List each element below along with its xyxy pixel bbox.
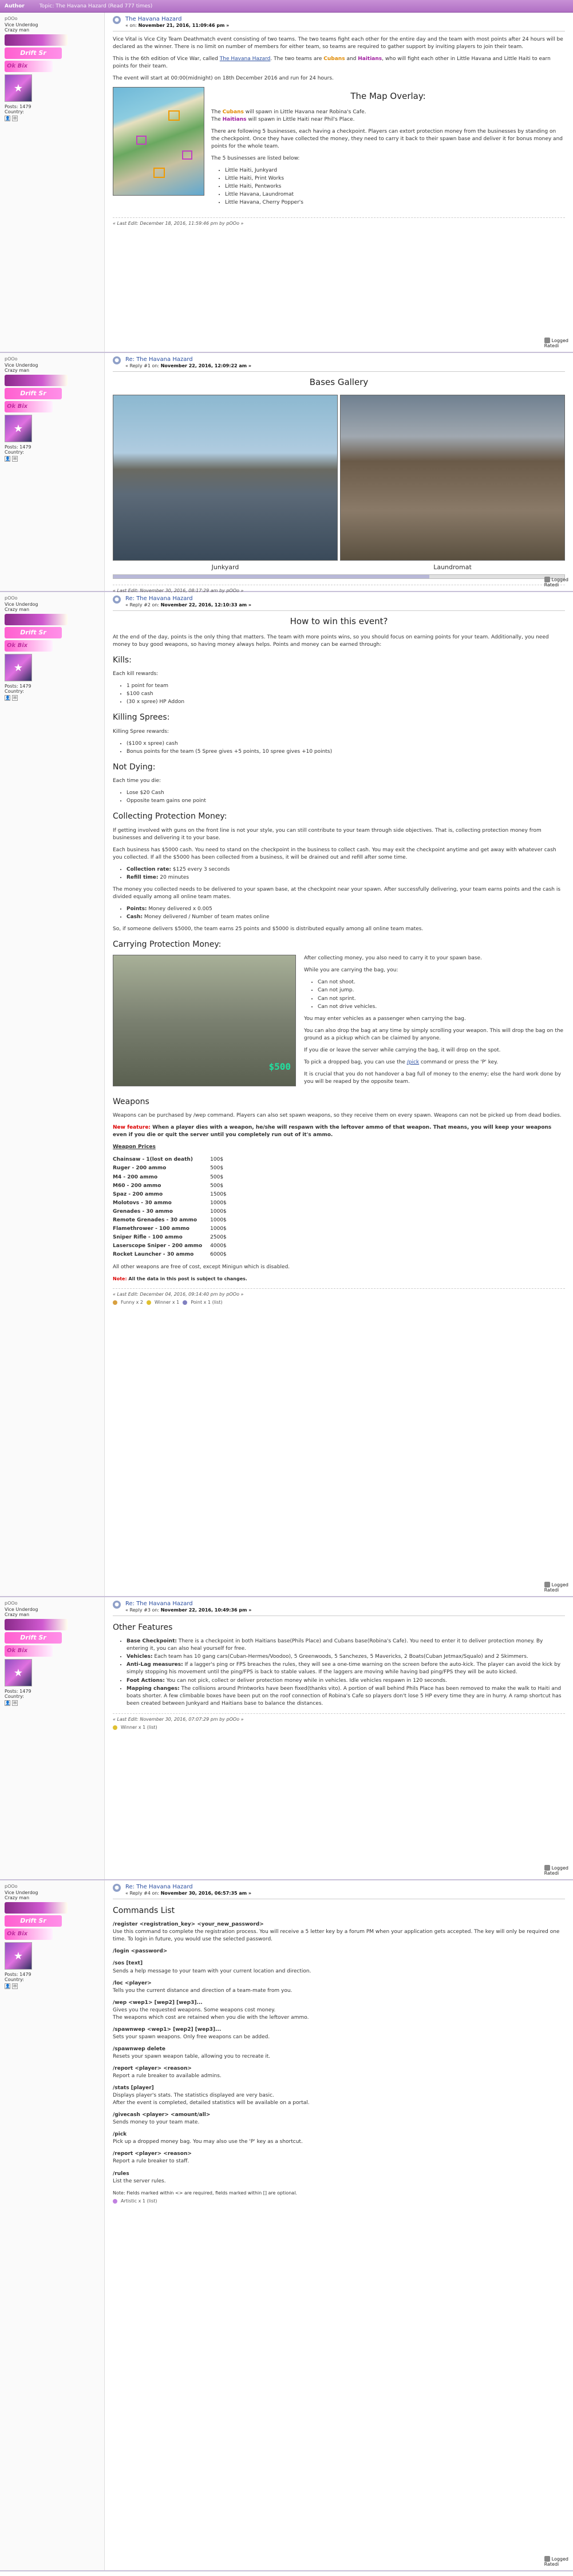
last-edit: « Last Edit: November 30, 2016, 08:17:29 am by pOOo » — [113, 585, 565, 594]
post-title[interactable]: Re: The Havana Hazard — [125, 596, 193, 602]
paragraph: This is the 6th edition of Vice War, called The Havana Hazard. The two teams are Cubans and Haitians, who will fight each other in Little Havana and Little Haiti to earn points for their team. — [113, 56, 551, 70]
weapon-price: 4000$ — [210, 1243, 227, 1249]
signature-banner-2: Ok Bix — [5, 640, 53, 652]
section-heading: Carrying Protection Money: — [113, 940, 222, 950]
commands-note: Note: Fields marked within <> are required, fields marked within [] are optional. — [113, 2190, 297, 2196]
post-content: ● Re: The Havana Hazard « Reply #2 on: November 22, 2016, 12:10:33 am » How to win this event? At the end of the day, points is the only thing that matters. The team with more points wins, so you should focus on earning points for your team. Additionally, you need money to buy good weapons, so having money always helps. Points and money can be earned through: Kills: Each kill rewards: • 1 point for team • $100 cash • (30 x spree) HP Addon Killing Sprees: Killing Spree rewards: • ($100 x spree) cash • Bonus points for the team (5 Spree gives +5 points, 10 spree gives +10 points) Not Dying: Each time you die: • Lose $20 Cash • Opposite team gains one point Collecting Protection Money: If getting involved with guns on the front line is not your style, you can still contribute to your team through side objectives. That is, collecting protection money from businesses and delivering it to your base. Each business has $5000 cash. You need to stand on the checkpoint in the business to collect cash. You may exit the checkpoint anytime and get away with whatever cash you collected. If all the $5000 has been collected from a business, it will be drained out and refill after some time. • Collection rate: $125 every 3 seconds • Refill time: 20 minutes The money you collected needs to be delivered to your spawn base, at the checkpoint near your spawn. After successfully delivering, your team earns points and the cash is divided equally among all online team mates. • Points: Money delivered x 0.005 • Cash: Money delivered / Number of team mates online So, if someone delivers $5000, the team earns 25 points and $5000 is distributed equally among all online team mates. Carrying Protection Money: $500 After collecting money, you also need to carry it to your spawn base. While you are carrying the bag, you: • Can not shoot. • Can not jump. • Can not sprint. • Can not drive vehicles. You may enter vehicles as a passenger when carrying the bag. You can also drop the bag at any time by simply scrolling your weapon. This will drop the bag on the ground as a pickup which can be claimed by anyone. If you die or leave the server while carrying the bag, it will drop on the spot. To pick a dropped bag, you can use the /pick command or press the 'P' key. It is crucial that you do not handover a bag full of money to the enemy; else the hard work done by you will be reaped by the opposite team. Weapons Weapons can be purchased by /wep command. Players can also set spawn weapons, so they receive them on every spawn. Weapons can not be picked up from dead bodies. New feature: When a player dies with a weapon, he/she will respawn with the leftover ammo of that weapon. That means, you will keep your weapons even if you die or quit the server until you completely run out of it's ammo. Weapon Prices Chainsaw - 1(lost on death) 100$ Ruger - 200 ammo 500$ M4 - 200 ammo 500$ M60 - 200 ammo 500$ Spaz - 200 ammo 1500$ Molotovs - 30 ammo 1000$ Grenades - 30 ammo 1000$ Remote Grenades - 30 ammo 1000$ Flamethrower - 100 ammo 1000$ Sniper Rifle - 100 ammo 2500$ Laserscope Sniper - 200 ammo 4000$ Rocket Launcher - 30 ammo 6000$ All other weapons are free of cost, except Minigun which is disabled. Note: All the data in this post is subject to changes. « Last Edit: December 04, 2016, 09:14:40 pm by pOOo » Funny x 2 Winner x 1 Point x 1 (list) Logged Ratedi — [105, 592, 573, 1596]
post-body — [113, 36, 565, 227]
list-item: • Little Havana, Cherry Popper's — [225, 199, 565, 207]
post-header — [113, 1884, 565, 1899]
weapon-price: 500$ — [210, 1174, 224, 1180]
signature-banner-2: Ok Bix — [5, 1928, 53, 1940]
post — [0, 592, 573, 1597]
command-syntax: /stats [player] — [113, 2085, 154, 2091]
section-heading: Not Dying: — [113, 762, 156, 772]
post-meta: « Reply #3 on: November 22, 2016, 10:49:36 pm » — [125, 1607, 252, 1613]
paragraph: The 5 businesses are listed below: — [211, 156, 300, 162]
command-item — [113, 2046, 565, 2061]
table-row — [113, 1182, 235, 1190]
table-row — [113, 1251, 235, 1259]
command-item — [113, 2026, 565, 2041]
table-row — [113, 1216, 235, 1225]
list-item: • Little Havana, Laundromat — [225, 191, 565, 199]
signature-banner — [5, 34, 68, 46]
post-icon: ● — [113, 596, 121, 604]
signature-banner — [5, 1902, 68, 1914]
command-description: List the server rules. — [113, 2178, 166, 2184]
command-item — [113, 1999, 565, 2022]
pick-link[interactable]: /pick — [406, 1059, 420, 1065]
post — [0, 13, 573, 353]
command-description: Use this command to complete the registration process. You will receive a 5 letter key by a forum PM when your application gets accepted. The key will only be required one time. To login in future, you would use the selected password. — [113, 1929, 560, 1943]
command-item — [113, 1960, 565, 1975]
signature-logo: Drift Sr — [5, 1915, 62, 1927]
list-item: • Little Haiti, Junkyard — [225, 167, 565, 174]
signature-logo: Drift Sr — [5, 627, 62, 638]
table-row — [113, 1242, 235, 1251]
section-heading: How to win this event? — [290, 616, 388, 626]
command-description: Report a rule breaker to available admins. — [113, 2073, 222, 2079]
logged-indicator: Logged Ratedi — [544, 2556, 568, 2567]
junkyard-image[interactable] — [113, 395, 338, 561]
command-description: Pick up a dropped money bag. You may also use the 'P' key as a shortcut. — [113, 2139, 303, 2145]
weapon-price: 500$ — [210, 1182, 224, 1189]
ip-icon — [544, 2556, 550, 2562]
author-name[interactable]: pOOo — [5, 1601, 18, 1606]
post-content — [105, 353, 573, 591]
post-icon: ● — [113, 1601, 121, 1609]
paragraph: There are following 5 businesses, each having a checkpoint. Players can extort protection money from the businesses by standing on the checkpoint. Once they have collected the money, they need to carry it back to their spawn base and deliver it for bonus money and points for the whole team. — [211, 129, 563, 150]
profile-icon[interactable]: 👤 — [5, 696, 10, 700]
post-content — [105, 13, 573, 352]
post-title[interactable]: Re: The Havana Hazard — [125, 1884, 193, 1890]
weapon-name: Laserscope Sniper - 200 ammo — [113, 1243, 203, 1249]
weapon-price: 500$ — [210, 1165, 224, 1172]
paragraph: The Cubans will spawn in Little Havana near Robina's Cafe. The Haitians will spawn in Little Haiti near Phil's Place. — [211, 109, 366, 123]
section-heading: The Map Overlay: — [350, 91, 426, 102]
command-syntax: /register <registration_key> <your_new_password> — [113, 1922, 264, 1928]
command-item — [113, 2111, 565, 2126]
weapon-price: 1000$ — [210, 1200, 227, 1206]
weapon-name: Ruger - 200 ammo — [113, 1165, 167, 1172]
weapon-name: Chainsaw - 1(lost on death) — [113, 1157, 193, 1163]
bases-gallery — [113, 395, 565, 572]
message-icon[interactable]: ✉ — [12, 456, 18, 462]
post-content — [105, 1880, 573, 2570]
logged-indicator: Logged Ratedi — [544, 1865, 568, 1876]
post-header — [113, 1601, 565, 1616]
weapon-name: Remote Grenades - 30 ammo — [113, 1217, 197, 1223]
profile-icon[interactable]: 👤 — [5, 1984, 10, 1988]
post-header — [113, 356, 565, 372]
weapon-price: 2500$ — [210, 1234, 227, 1240]
avatar[interactable]: ★ — [5, 415, 32, 442]
post-header — [113, 596, 565, 611]
command-item — [113, 2131, 565, 2146]
command-syntax: /report <player> <reason> — [113, 2151, 192, 2157]
command-syntax: /loc <player> — [113, 1980, 152, 1986]
command-description: Displays player's stats. The statistics displayed are very basic. After the event is completed, detailed statistics will be available on a portal. — [113, 2093, 310, 2106]
post-icon: ● — [113, 16, 121, 24]
weapon-name: Flamethrower - 100 ammo — [113, 1225, 189, 1232]
command-description: Sends a help message to your team with your current location and direction. — [113, 1968, 311, 1974]
ip-icon — [544, 1582, 550, 1587]
post-meta: « Reply #1 on: November 22, 2016, 12:09:22 am » — [125, 363, 252, 368]
author-name[interactable]: pOOo — [5, 596, 18, 601]
command-description: Sends money to your team mate. — [113, 2119, 200, 2126]
logged-indicator: Logged Ratedi — [544, 338, 568, 348]
ip-icon — [544, 338, 550, 343]
post-content — [105, 1597, 573, 1879]
command-description: Gives you the requested weapons. Some weapons cost money. The weapons which cost are retained when you die with the leftover ammo. — [113, 2007, 309, 2021]
command-item — [113, 2085, 565, 2107]
message-icon[interactable]: ✉ — [12, 1983, 18, 1989]
author-name[interactable]: pOOo — [5, 356, 18, 362]
topic-bar — [0, 0, 573, 13]
author-name[interactable]: pOOo — [5, 16, 18, 21]
signature-banner-2: Ok Bix — [5, 401, 53, 412]
command-item — [113, 1980, 565, 1995]
command-syntax: /pick — [113, 2132, 127, 2138]
signature-logo: Drift Sr — [5, 47, 62, 59]
weapon-name: Spaz - 200 ammo — [113, 1191, 163, 1197]
post-title[interactable]: Re: The Havana Hazard — [125, 356, 193, 363]
author-name[interactable]: pOOo — [5, 1884, 18, 1889]
business-list — [225, 167, 565, 207]
event-link[interactable]: The Havana Hazard — [219, 56, 271, 62]
list-item: • Little Haiti, Pentworks — [225, 183, 565, 190]
author-header: Author — [5, 3, 25, 9]
weapon-name: M60 - 200 ammo — [113, 1182, 161, 1189]
author-panel: pOOo Vice Underdog Crazy man Drift Sr Ok Bix ★ Posts: 1479 Country: 👤 ✉ — [0, 1597, 105, 1879]
command-syntax: /spawnwep <wep1> [wep2] [wep3]... — [113, 2026, 222, 2033]
post-count: Posts: 1479 — [5, 104, 31, 109]
author-panel: pOOo Vice Underdog Crazy man Drift Sr Ok Bix ★ Posts: 1479 Country: 👤 ✉ — [0, 592, 105, 1596]
post-meta: « on: November 21, 2016, 11:09:46 pm » — [125, 23, 230, 28]
weapon-price: 1000$ — [210, 1217, 227, 1223]
section-heading: Commands List — [113, 1906, 175, 1915]
post — [0, 1880, 573, 2571]
post-meta: « Reply #4 on: November 30, 2016, 06:57:35 am » — [125, 1891, 252, 1896]
topic-header: Topic: The Havana Hazard (Read 777 times) — [39, 3, 153, 9]
member-title: Vice Underdog — [5, 22, 38, 27]
signature-banner-2: Ok Bix — [5, 61, 53, 72]
command-syntax: /wep <wep1> [wep2] [wep3]... — [113, 1999, 203, 2006]
command-item — [113, 2065, 565, 2080]
avatar[interactable]: ★ — [5, 654, 32, 681]
avatar[interactable]: ★ — [5, 1942, 32, 1970]
weapon-price: 1000$ — [210, 1225, 227, 1232]
table-row — [113, 1156, 235, 1164]
carry-screenshot — [113, 955, 296, 1086]
laundromat-image[interactable] — [340, 395, 565, 561]
signature-banner — [5, 614, 68, 625]
command-syntax: /spawnwep delete — [113, 2046, 166, 2052]
weapon-name: Molotovs - 30 ammo — [113, 1200, 172, 1206]
list-item: • Little Haiti, Print Works — [225, 175, 565, 182]
post-header — [113, 16, 565, 31]
command-syntax: /login <password> — [113, 1948, 168, 1955]
last-edit: « Last Edit: December 18, 2016, 11:59:46 pm by pOOo » — [113, 217, 565, 227]
commands-list — [113, 1921, 565, 2185]
reactions: Artistic x 1 (list) — [113, 2198, 565, 2205]
post-meta: « Reply #2 on: November 22, 2016, 12:10:33 am » — [125, 602, 252, 608]
command-item — [113, 2150, 565, 2165]
avatar[interactable]: ★ — [5, 1659, 32, 1686]
gallery-scrollbar[interactable] — [113, 574, 565, 579]
features-list: • Base Checkpoint: There is a checkpoint in both Haitians base(Phils Place) and Cubans base(Robina's Cafe). You need to enter it to deliver protection money. By entering it, you can also heal yourself for free. • Vehicles: Each team has 10 gang cars(Cuban-Hermes/Voodoo), 5 Greenwoods, 5 Sanchezes, 5 Mavericks, 2 Boats(Cuban Jetmax/Squalo) and 2 Skimmers. • Anti-Lag measures: If a lagger's ping or FPS breaches the rules, they will see a one-time warning on the screen before the auto-kick. The player can avoid the kick by simply stopping his movement until the ping/FPS is back to stable values. If the laggers are moving while having bad ping/FPS they will be auto kicked. • Foot Actions: You can not pick, collect or deliver protection money while in vehicles. Idle vehicles respawn in 120 seconds. • Mapping changes: The collisions around Printworks have been fixed(thanks vito). A portion of wall behind Phils Place has been removed to make the walk to Haiti and boats shorter. A few climbable boxes have been put on the roof connection of Robina's Cafe so players don't lose 5 HP every time they are in hurry. A ramp shortcut has been created between Junkyard and Haitians base to balance the distances. — [127, 1638, 565, 1707]
table-row — [113, 1164, 235, 1173]
section-heading: Kills: — [113, 655, 132, 665]
country: Country: — [5, 109, 24, 114]
reactions: Winner x 1 (list) — [113, 1724, 565, 1731]
profile-icon[interactable]: 👤 — [5, 457, 10, 461]
weapon-price: 6000$ — [210, 1251, 227, 1257]
last-edit: « Last Edit: November 30, 2016, 07:07:29 pm by pOOo » — [113, 1713, 565, 1723]
section-heading: Collecting Protection Money: — [113, 812, 227, 821]
signature-banner — [5, 375, 68, 386]
ip-icon — [544, 1865, 550, 1871]
message-icon[interactable]: ✉ — [12, 695, 18, 701]
command-syntax: /givecash <player> <amount/all> — [113, 2112, 211, 2118]
weapon-name: Rocket Launcher - 30 ammo — [113, 1251, 194, 1257]
weapon-name: Sniper Rifle - 100 ammo — [113, 1234, 183, 1240]
weapon-price: 100$ — [210, 1157, 224, 1163]
weapon-price: 1500$ — [210, 1191, 227, 1197]
command-description: Report a rule breaker to staff. — [113, 2158, 189, 2165]
map-overlay-image — [113, 87, 204, 196]
paragraph: Vice Vital is Vice City Team Deathmatch event consisting of two teams. The two teams fight each other for the entire day and the team with most points after 24 hours will be declared as the winner. There is no limit on number of members for either team, so teams are required to gather support by inviting players to join their team. — [113, 37, 563, 50]
section-heading: Weapons — [113, 1097, 149, 1106]
table-row — [113, 1233, 235, 1242]
table-row — [113, 1190, 235, 1199]
reactions: Funny x 2 Winner x 1 Point x 1 (list) — [113, 1299, 565, 1306]
signature-banner-2: Ok Bix — [5, 1645, 53, 1657]
section-heading: Other Features — [113, 1623, 173, 1632]
table-row — [113, 1199, 235, 1208]
table-row — [113, 1225, 235, 1233]
logged-indicator: Logged Ratedi — [544, 1582, 568, 1593]
author-panel — [0, 13, 105, 352]
section-heading: Bases Gallery — [309, 377, 369, 387]
post-title[interactable]: The Havana Hazard — [125, 16, 182, 22]
signature-logo: Drift Sr — [5, 388, 62, 399]
image-caption: Junkyard — [211, 563, 239, 571]
command-syntax: /report <player> <reason> — [113, 2066, 192, 2071]
command-item — [113, 1921, 565, 1943]
last-edit: « Last Edit: December 04, 2016, 09:14:40 pm by pOOo » — [113, 1288, 565, 1298]
member-rank: Crazy man — [5, 27, 30, 33]
weapon-name: M4 - 200 ammo — [113, 1174, 158, 1180]
author-panel: pOOo Vice Underdog Crazy man Drift Sr Ok Bix ★ Posts: 1479 Country: 👤 ✉ — [0, 353, 105, 591]
command-item — [113, 2170, 565, 2185]
command-item — [113, 1948, 565, 1955]
money-readout: $500 — [268, 1061, 291, 1073]
command-syntax: /rules — [113, 2170, 129, 2177]
post — [0, 1597, 573, 1880]
weapon-price-table — [113, 1156, 235, 1259]
weapon-price: 1000$ — [210, 1208, 227, 1214]
profile-icon[interactable]: 👤 — [5, 1701, 10, 1705]
profile-icon[interactable]: 👤 — [5, 116, 10, 121]
section-heading: Killing Sprees: — [113, 713, 170, 723]
command-syntax: /sos [text] — [113, 1960, 143, 1967]
command-description: Tells you the current distance and direction of a team-mate from you. — [113, 1987, 293, 1994]
table-row — [113, 1173, 235, 1182]
signature-banner — [5, 1619, 68, 1630]
command-description: Resets your spawn weapon table, allowing you to recreate it. — [113, 2053, 271, 2059]
post-title[interactable]: Re: The Havana Hazard — [125, 1601, 193, 1607]
paragraph: The event will start at 00:00(midnight) on 18th December 2016 and run for 24 hours. — [113, 76, 334, 82]
image-caption: Laundromat — [433, 563, 472, 571]
post — [0, 353, 573, 592]
table-row — [113, 1208, 235, 1216]
message-icon[interactable]: ✉ — [12, 1700, 18, 1706]
ip-icon — [544, 577, 550, 582]
weapon-name: Grenades - 30 ammo — [113, 1208, 173, 1214]
post-icon: ● — [113, 1884, 121, 1892]
author-panel: pOOo Vice Underdog Crazy man Drift Sr Ok Bix ★ Posts: 1479 Country: 👤 ✉ — [0, 1880, 105, 2570]
command-description: Sets your spawn weapons. Only free weapons can be added. — [113, 2034, 270, 2040]
post-icon: ● — [113, 356, 121, 364]
signature-logo: Drift Sr — [5, 1632, 62, 1644]
avatar[interactable]: ★ — [5, 74, 32, 102]
message-icon[interactable]: ✉ — [12, 116, 18, 121]
logged-indicator: Logged Ratedi — [544, 577, 568, 588]
